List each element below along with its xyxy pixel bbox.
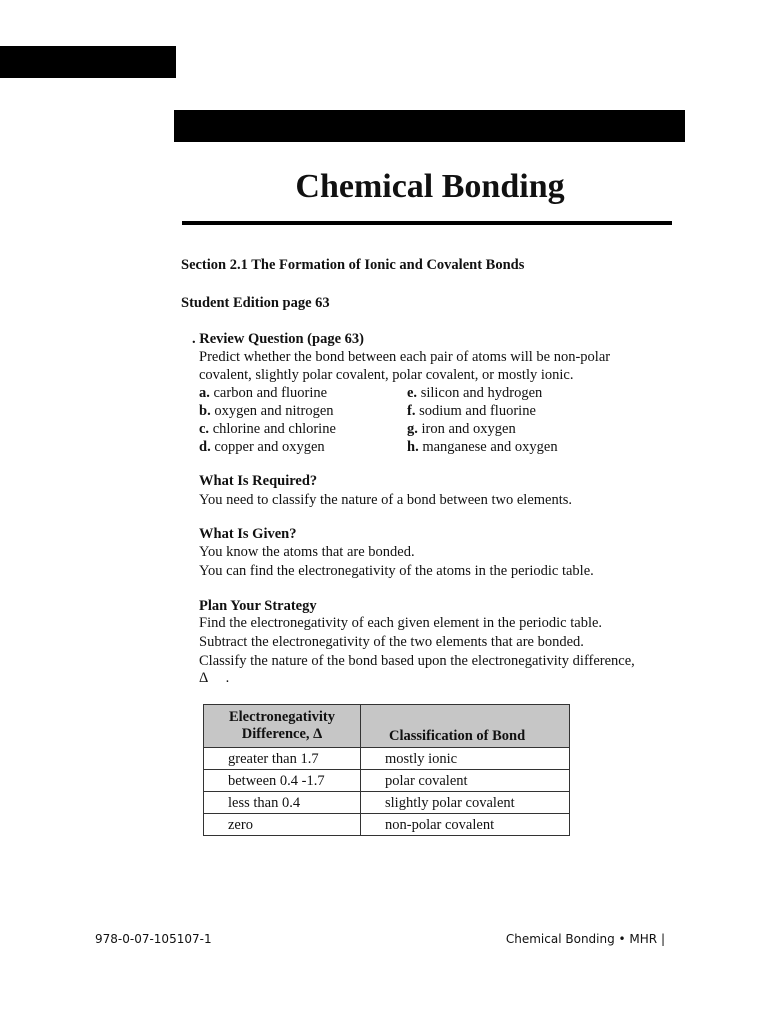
required-heading: What Is Required? <box>199 473 318 489</box>
header-line-2: Difference, Δ <box>241 726 323 742</box>
cell-difference: less than 0.4 <box>204 792 361 814</box>
item-letter: h. <box>407 439 419 455</box>
review-question-title: . Review Question (page 63) <box>192 331 364 347</box>
item-text: chlorine and chlorine <box>212 421 336 437</box>
table-row <box>204 770 570 792</box>
item-text: iron and oxygen <box>421 421 516 437</box>
list-item <box>199 384 327 402</box>
header-electronegativity-difference <box>204 705 361 748</box>
given-line-1: You know the atoms that are bonded. <box>199 544 415 560</box>
list-item <box>407 402 536 420</box>
item-letter: d. <box>199 439 211 455</box>
cell-classification: polar covalent <box>361 770 570 792</box>
strategy-heading: Plan Your Strategy <box>199 598 317 614</box>
list-item <box>407 438 558 456</box>
item-letter: c. <box>199 421 210 437</box>
header-black-bar <box>174 110 685 142</box>
item-text: oxygen and nitrogen <box>214 403 334 419</box>
item-letter: e. <box>407 385 418 401</box>
title-rule <box>182 221 672 225</box>
list-item <box>407 420 516 438</box>
header-line-1: Electronegativity <box>228 709 336 725</box>
item-letter: a. <box>199 385 210 401</box>
item-text: carbon and fluorine <box>213 385 328 401</box>
page-title: Chemical Bonding <box>295 168 565 205</box>
bond-classification-table <box>203 704 570 836</box>
table-row <box>204 748 570 770</box>
item-letter: f. <box>407 403 416 419</box>
cell-classification: slightly polar covalent <box>361 792 570 814</box>
item-text: silicon and hydrogen <box>420 385 543 401</box>
review-prompt-line-1: Predict whether the bond between each pair of atoms will be non-polar <box>199 349 611 365</box>
review-prompt-line-2: covalent, slightly polar covalent, polar covalent, or mostly ionic. <box>199 367 574 383</box>
strategy-line-3: Classify the nature of the bond based upon the electronegativity difference, <box>199 653 635 669</box>
strategy-line-2: Subtract the electronegativity of the two elements that are bonded. <box>199 634 584 650</box>
table-row <box>204 814 570 836</box>
cell-difference: greater than 1.7 <box>204 748 361 770</box>
list-item <box>199 420 336 438</box>
footer-isbn: 978-0-07-105107-1 <box>95 932 212 946</box>
required-line-1: You need to classify the nature of a bond between two elements. <box>199 492 573 508</box>
item-letter: g. <box>407 421 418 437</box>
section-heading: Section 2.1 The Formation of Ionic and Covalent Bonds <box>181 257 525 273</box>
cell-classification: non-polar covalent <box>361 814 570 836</box>
edition-reference: Student Edition page 63 <box>181 295 330 311</box>
cell-difference: zero <box>204 814 361 836</box>
list-item <box>199 402 334 420</box>
given-heading: What Is Given? <box>199 526 297 542</box>
given-line-2: You can find the electronegativity of the atoms in the periodic table. <box>199 563 594 579</box>
list-item <box>407 384 542 402</box>
list-item <box>199 438 325 456</box>
cell-difference: between 0.4 -1.7 <box>204 770 361 792</box>
table-header-row <box>204 705 570 748</box>
item-letter: b. <box>199 403 211 419</box>
strategy-line-1: Find the electronegativity of each given element in the periodic table. <box>199 615 603 631</box>
item-text: copper and oxygen <box>214 439 325 455</box>
item-text: sodium and fluorine <box>419 403 536 419</box>
strategy-line-4: Δ . <box>199 670 230 686</box>
cell-classification: mostly ionic <box>361 748 570 770</box>
footer-running-title: Chemical Bonding • MHR | <box>505 932 665 946</box>
table-row <box>204 792 570 814</box>
corner-black-bar <box>0 46 176 78</box>
item-text: manganese and oxygen <box>422 439 558 455</box>
header-classification-of-bond: Classification of Bond <box>361 705 570 748</box>
